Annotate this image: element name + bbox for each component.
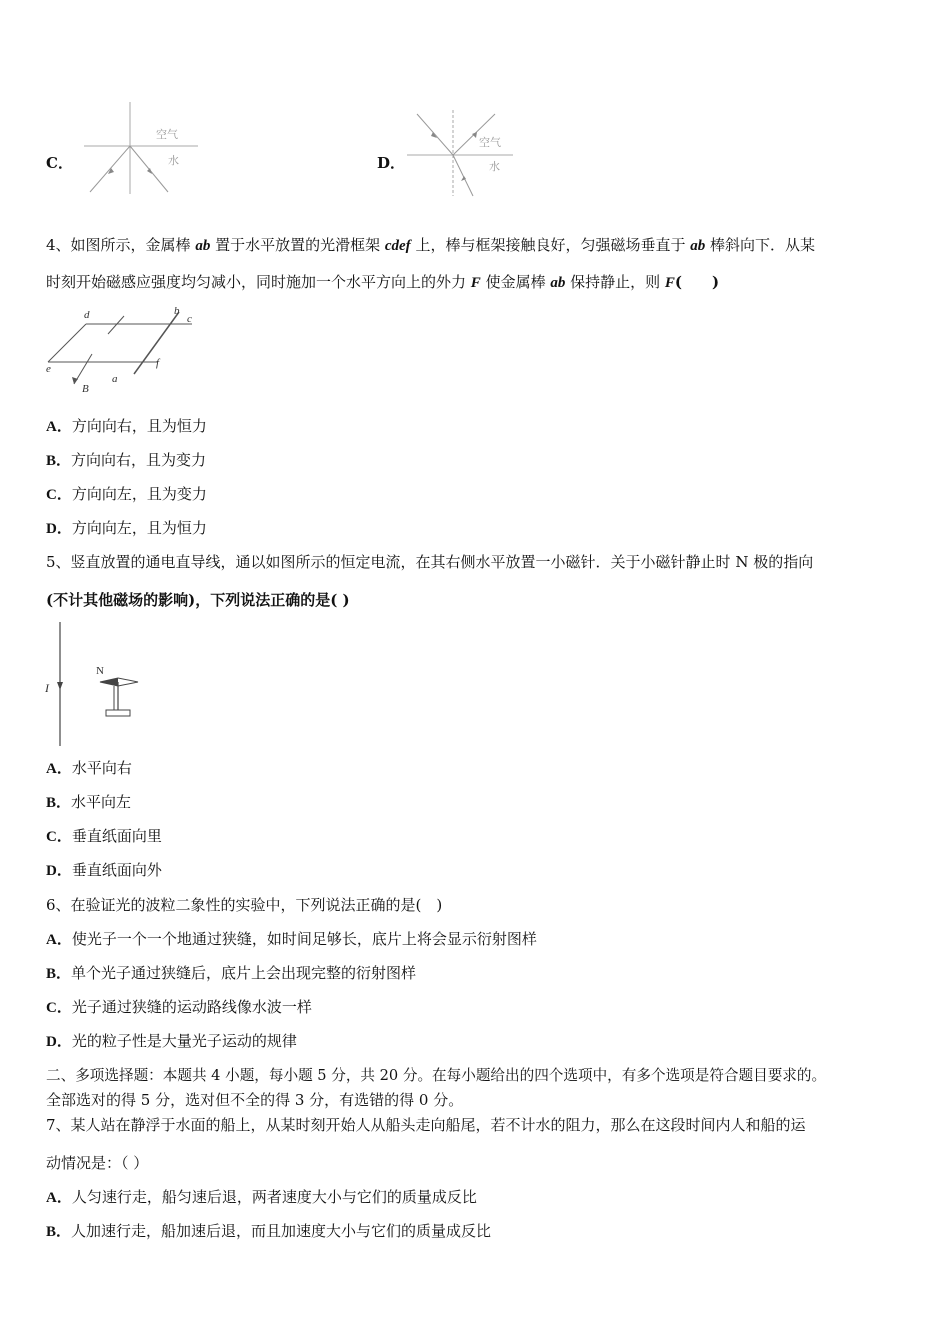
refraction-figure-c — [78, 98, 203, 198]
q5-option-b[interactable]: B．水平向左 — [46, 793, 132, 811]
refraction-figure-d — [405, 110, 515, 198]
q4-stem-line-1: 4、如图所示，金属棒 ab 置于水平放置的光滑框架 cdef 上，棒与框架接触良好，匀强磁场垂直于 ab 棒斜向下．从某 — [46, 236, 815, 254]
q4-stem-line-2: 时刻开始磁感应强度均匀减小，同时施加一个水平方向上的外力 F 使金属棒 ab 保持静止，则 F( ) — [46, 273, 720, 291]
q4-option-a[interactable]: A．方向向右，且为恒力 — [46, 417, 207, 435]
option-d-label: D． — [377, 154, 406, 172]
label-d: d — [84, 309, 90, 321]
label-f: f — [156, 357, 160, 369]
label-e: e — [46, 363, 51, 375]
q6-option-a[interactable]: A．使光子一个一个地通过狭缝，如时间足够长，底片上将会显示衍射图样 — [46, 930, 537, 948]
q5-option-a[interactable]: A．水平向右 — [46, 759, 132, 777]
q5-option-c[interactable]: C．垂直纸面向里 — [46, 827, 162, 845]
label-B: B — [82, 383, 89, 395]
label-a: a — [112, 373, 118, 385]
q7-stem-line-2: 动情况是：（ ） — [46, 1154, 149, 1172]
q6-option-c[interactable]: C．光子通过狭缝的运动路线像水波一样 — [46, 998, 312, 1016]
current-label: I — [45, 681, 49, 695]
q7-option-a[interactable]: A．人匀速行走，船匀速后退，两者速度大小与它们的质量成反比 — [46, 1188, 477, 1206]
q4-frame-figure — [44, 304, 204, 396]
label-c: c — [187, 313, 192, 325]
section-2-heading-line-2: 全部选对的得 5 分，选对但不全的得 3 分，有选错的得 0 分。 — [46, 1091, 464, 1109]
air-label-d: 空气 — [479, 137, 501, 149]
q7-stem-line-1: 7、某人站在静浮于水面的船上，从某时刻开始人从船头走向船尾，若不计水的阻力，那么在这段时间内人和船的运 — [46, 1116, 806, 1134]
q7-option-b[interactable]: B．人加速行走，船加速后退，而且加速度大小与它们的质量成反比 — [46, 1222, 492, 1240]
q4-option-b[interactable]: B．方向向右，且为变力 — [46, 451, 207, 469]
q5-stem-line-1: 5、竖直放置的通电直导线，通以如图所示的恒定电流，在其右侧水平放置一小磁针．关于小磁针静止时 N 极的指向 — [46, 553, 814, 571]
air-label-c: 空气 — [156, 129, 178, 141]
option-c-label: C． — [46, 154, 73, 172]
q5-option-d[interactable]: D．垂直纸面向外 — [46, 861, 162, 879]
q6-option-b[interactable]: B．单个光子通过狭缝后，底片上会出现完整的衍射图样 — [46, 964, 417, 982]
north-pole-label: N — [96, 665, 104, 677]
q6-stem: 6、在验证光的波粒二象性的实验中，下列说法正确的是( ) — [46, 896, 443, 914]
q5-stem-line-2: (不计其他磁场的影响)，下列说法正确的是( ) — [46, 591, 350, 609]
q6-option-d[interactable]: D．光的粒子性是大量光子运动的规律 — [46, 1032, 297, 1050]
water-label-c: 水 — [168, 155, 179, 167]
label-b: b — [174, 305, 180, 317]
q4-option-c[interactable]: C．方向向左，且为变力 — [46, 485, 207, 503]
q5-wire-compass-figure — [42, 620, 152, 748]
q4-option-d[interactable]: D．方向向左，且为恒力 — [46, 519, 207, 537]
water-label-d: 水 — [489, 161, 500, 173]
section-2-heading-line-1: 二、多项选择题：本题共 4 小题，每小题 5 分，共 20 分。在每小题给出的四个选项中，有多个选项是符合题目要求的。 — [46, 1067, 827, 1084]
